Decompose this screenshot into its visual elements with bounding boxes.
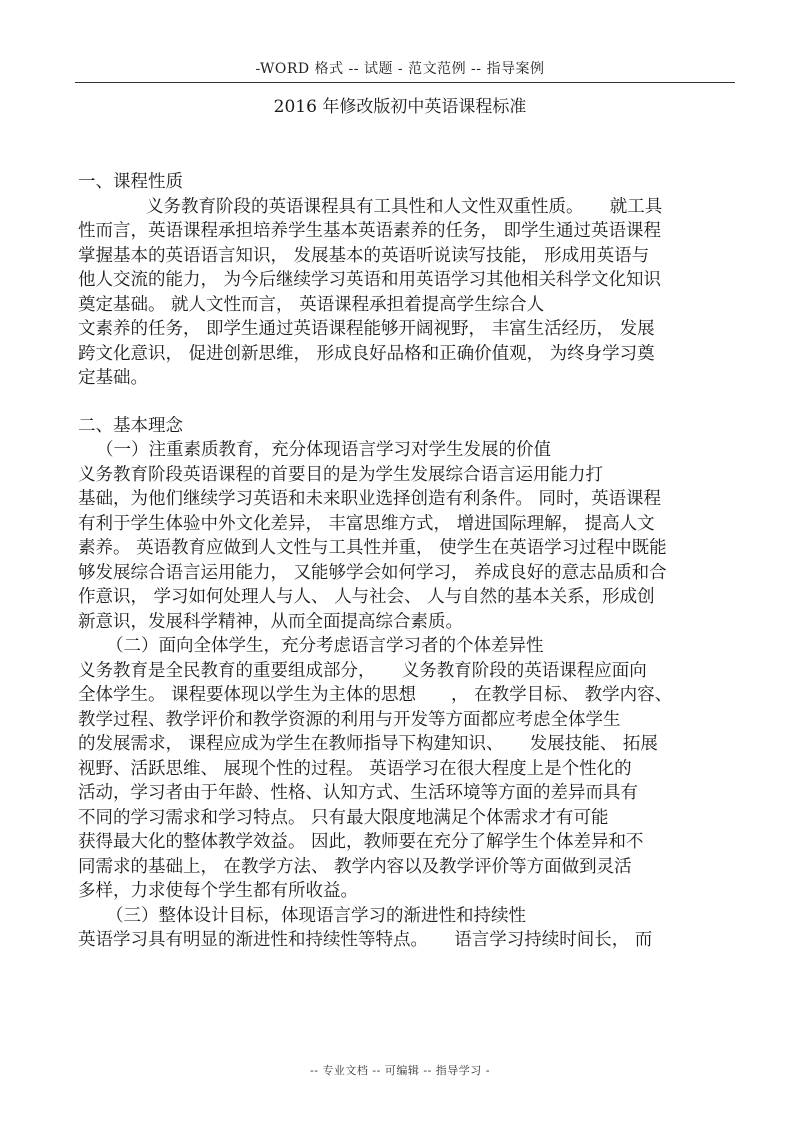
paragraph-line: 多样，力求使每个学生都有所收益。 xyxy=(78,881,358,901)
paragraph-line: 义务教育阶段的英语课程具有工具性和人文性双重性质。 就工具 xyxy=(146,196,663,217)
paragraph-line: 作意识， 学习如何处理人与人、 人与社会、 人与自然的基本关系，形成创 xyxy=(78,587,655,607)
paragraph-line: 文素养的任务， 即学生通过英语课程能够开阔视野， 丰富生活经历， 发展 xyxy=(78,319,655,339)
paragraph-line: 视野、活跃思维、 展现个性的过程。 英语学习在很大程度上是个性化的 xyxy=(78,758,632,779)
paragraph-line: 奠定基础。 就人文性而言， 英语课程承担着提高学生综合人 xyxy=(78,294,545,315)
paragraph-line: 的发展需求， 课程应成为学生在教师指导下构建知识、 发展技能、 拓展 xyxy=(78,734,658,754)
paragraph-line: 义务教育阶段英语课程的首要目的是为学生发展综合语言运用能力打 xyxy=(78,464,603,485)
header-divider xyxy=(75,82,735,83)
paragraph-line: 获得最大化的整体教学效益。 因此，教师要在充分了解学生个体差异和不 xyxy=(78,832,644,852)
subsection-heading: （三）整体设计目标，体现语言学习的渐进性和持续性 xyxy=(106,905,526,926)
paragraph-line: 全体学生。 课程要体现以学生为主体的思想 ， 在教学目标、 教学内容、 xyxy=(78,685,673,705)
document-body xyxy=(78,170,738,953)
paragraph-line: 够发展综合语言运用能力， 又能够学会如何学习， 养成良好的意志品质和合 xyxy=(78,562,667,583)
subsection-heading: （二）面向全体学生，充分考虑语言学习者的个体差异性 xyxy=(106,636,544,656)
paragraph-line: 素养。 英语教育应做到人文性与工具性并重， 使学生在英语学习过程中既能 xyxy=(78,538,667,558)
paragraph-line: 不同的学习需求和学习特点。 只有最大限度地满足个体需求才有可能 xyxy=(78,807,609,828)
subsection-heading: （一）注重素质教育，充分体现语言学习对学生发展的价值 xyxy=(96,440,551,460)
paragraph-line: 活动，学习者由于年龄、性格、认知方式、生活环境等方面的差异而具有 xyxy=(78,783,638,803)
document-title: 2016 年修改版初中英语课程标准 xyxy=(273,97,527,117)
paragraph-line: 掌握基本的英语语言知识， 发展基本的英语听说读写技能， 形成用英语与 xyxy=(78,245,650,266)
section-heading: 一、课程性质 xyxy=(78,172,183,192)
paragraph-line: 同需求的基础上， 在教学方法、 教学内容以及教学评价等方面做到灵活 xyxy=(78,856,632,877)
paragraph-line: 教学过程、教学评价和教学资源的利用与开发等方面都应考虑全体学生 xyxy=(78,709,621,730)
paragraph-line: 跨文化意识， 促进创新思维， 形成良好品格和正确价值观， 为终身学习奠 xyxy=(78,343,655,364)
paragraph-line: 定基础。 xyxy=(78,368,148,388)
section-heading: 二、基本理念 xyxy=(78,415,183,436)
paragraph-line: 英语学习具有明显的渐进性和持续性等特点。 语言学习持续时间长， 而 xyxy=(78,930,653,950)
page-footer: -- 专业文档 -- 可编辑 -- 指导学习 - xyxy=(310,1064,490,1077)
paragraph-line: 有利于学生体验中外文化差异， 丰富思维方式， 增进国际理解， 提高人文 xyxy=(78,513,655,534)
spacer xyxy=(78,391,738,414)
paragraph-line: 性而言，英语课程承担培养学生基本英语素养的任务， 即学生通过英语课程 xyxy=(78,221,662,241)
page-header: -WORD 格式 -- 试题 - 范文范例 -- 指导案例 xyxy=(255,61,545,77)
paragraph-line: 新意识，发展科学精神，从而全面提高综合素质。 xyxy=(78,611,463,632)
paragraph-line: 义务教育是全民教育的重要组成部分， 义务教育阶段的英语课程应面向 xyxy=(78,660,647,681)
paragraph-line: 他人交流的能力， 为今后继续学习英语和用英语学习其他相关科学文化知识 xyxy=(78,270,662,290)
paragraph-line: 基础，为他们继续学习英语和未来职业选择创造有利条件。 同时，英语课程 xyxy=(78,489,662,509)
